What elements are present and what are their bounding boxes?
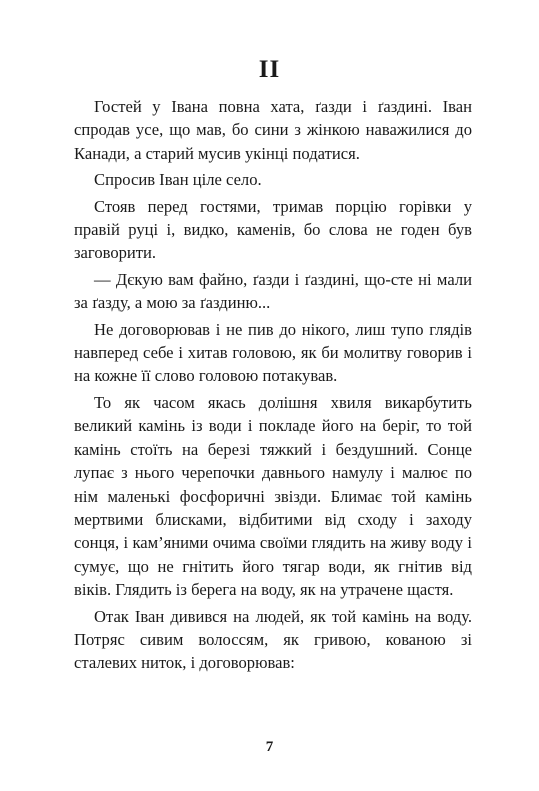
paragraph: То як часом якась долішня хвиля викарбутить великий камінь із води і покладе його на беріг, то той камінь стоїть на березі тяжкий і бездушний. Сонце лупає з нього черепочки давнього намулу і малює по нім маленькі фосфоричні звізди. Блимає той камінь мертвими блисками, відбитими від сходу і заходу сонця, і кам’яними очима своїми глядить на живу воду і сумує, що не гнітить його тягар води, як гнітив від віків. Глядить із берега на воду, як на утрачене щастя.: [74, 392, 472, 600]
paragraph: Не договорював і не пив до нікого, лиш тупо глядів навперед себе і хитав головою, як би молитву говорив і на кожне її слово головою потакував.: [74, 319, 472, 386]
chapter-heading: II: [258, 56, 281, 83]
page-number: 7: [265, 739, 274, 755]
paragraph: — Дєкую вам файно, ґазди і ґаздині, що-сте ні мали за ґазду, а мою за ґаздиню...: [74, 269, 472, 313]
body-text: [74, 95, 472, 678]
paragraph: Гостей у Івана повна хата, ґазди і ґаздині. Іван спродав усе, що мав, бо сини з жінкою наважилися до Канади, а старий мусив укінці податися.: [74, 97, 472, 163]
paragraph: Отак Іван дивився на людей, як той камінь на воду. Потряс сивим волоссям, як гривою, кованою зі сталевих ниток, і договорював:: [74, 606, 472, 673]
paragraph: Стояв перед гостями, тримав порцію горівки у правій руці і, видко, каменів, бо слова не годен був заговорити.: [74, 196, 472, 263]
paragraph: Спросив Іван ціле село.: [94, 170, 262, 190]
